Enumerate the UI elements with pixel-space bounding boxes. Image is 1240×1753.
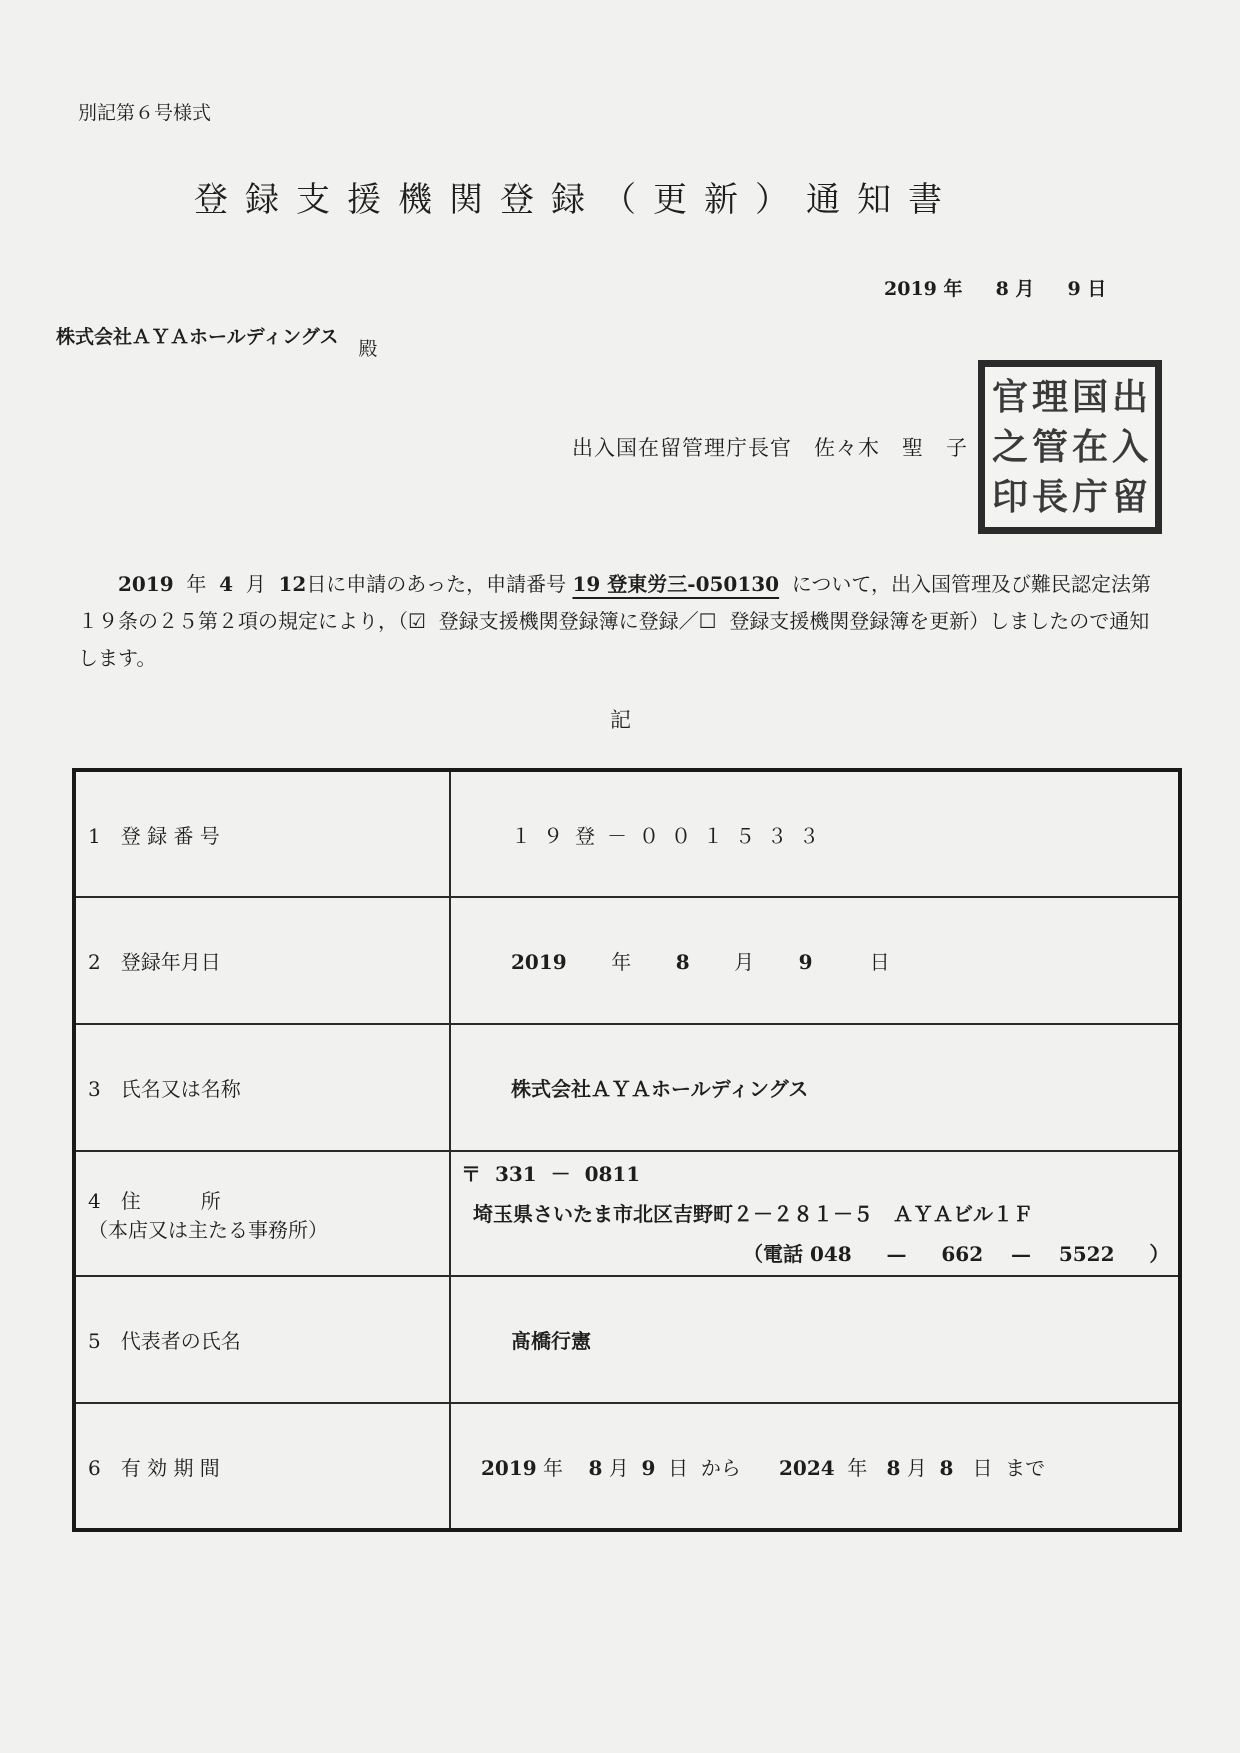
table-row — [74, 770, 1180, 897]
option-register: 登録支援機関登録簿に登録／ — [438, 609, 699, 633]
address-label: 4 住 所 — [88, 1188, 221, 1213]
reg-year-label: 年 — [611, 950, 632, 974]
issue-month: 8 月 — [995, 278, 1035, 300]
postal-part-2: 0811 — [584, 1161, 641, 1186]
seal-char: 留 — [1111, 476, 1148, 518]
issuer — [572, 432, 968, 462]
seal-char: 官 — [991, 376, 1028, 418]
document-title: 登録支援機関登録（更新）通知書 — [194, 180, 959, 220]
from-year: 2019 — [481, 1455, 537, 1480]
phone-part-3: 5522 — [1058, 1241, 1115, 1266]
checkbox-checked-icon: ☑ — [408, 609, 426, 633]
issue-day: 9 日 — [1067, 278, 1107, 300]
seal-char: 理 — [1031, 376, 1068, 418]
phone-part-1: 048 — [809, 1241, 852, 1266]
validity-label: 6 有 効 期 間 — [74, 1403, 450, 1530]
phone-dash: — — [1010, 1241, 1031, 1266]
application-month: 4 — [219, 572, 234, 596]
addressee-name: 株式会社ＡＹＡホールディングス — [56, 326, 339, 348]
issuer-title: 出入国在留管理庁長官 — [572, 436, 792, 460]
table-row — [74, 1151, 1180, 1276]
seal-char: 入 — [1111, 426, 1148, 468]
addressee — [56, 322, 378, 360]
phone-dash: — — [886, 1241, 907, 1266]
to-word: まで — [1005, 1455, 1046, 1480]
to-month-label: 月 — [906, 1455, 927, 1480]
issue-date — [884, 274, 1106, 301]
from-word: から — [700, 1455, 741, 1480]
seal-char: 国 — [1071, 376, 1108, 418]
application-day: 12 — [278, 572, 307, 596]
from-day: 9 — [641, 1455, 656, 1480]
address-value-cell — [450, 1151, 1180, 1276]
checkbox-unchecked-icon: ☐ — [698, 609, 717, 633]
to-day-label: 日 — [972, 1455, 993, 1480]
postal-dash: － — [550, 1161, 571, 1186]
postal-part-1: 331 — [494, 1161, 537, 1186]
registration-date-value — [450, 897, 1180, 1024]
to-day: 8 — [939, 1455, 954, 1480]
address-value: 埼玉県さいたま市北区吉野町２－２８１－５ ＡＹＡビル１Ｆ — [473, 1201, 1033, 1226]
from-month-label: 月 — [608, 1455, 629, 1480]
seal-char: 在 — [1071, 426, 1108, 468]
reg-month: 8 — [675, 950, 690, 974]
phone-part-2: 662 — [941, 1241, 984, 1266]
address-sublabel: （本店又は主たる事務所） — [88, 1217, 328, 1242]
issue-year: 2019 年 — [884, 278, 963, 300]
option-renew: 登録支援機関登録簿を更新）しましたので通知します。 — [78, 609, 1150, 670]
official-seal — [978, 360, 1162, 534]
month-label: 月 — [245, 572, 266, 596]
reg-day-label: 日 — [869, 950, 890, 974]
representative-label: 5 代表者の氏名 — [74, 1276, 450, 1403]
application-number: 19 登東労三-050130 — [572, 572, 780, 596]
seal-char: 管 — [1031, 426, 1068, 468]
name-label: 3 氏名又は名称 — [74, 1024, 450, 1151]
phone-open: （電話 — [743, 1241, 803, 1266]
phone-close: ） — [1149, 1241, 1170, 1266]
ki-heading: 記 — [610, 708, 631, 732]
validity-value — [450, 1403, 1180, 1530]
table-row — [74, 1403, 1180, 1530]
table-row — [74, 1276, 1180, 1403]
from-year-label: 年 — [543, 1455, 564, 1480]
phone — [461, 1234, 1177, 1274]
postal-mark-icon: 〒 — [461, 1161, 481, 1186]
seal-char: 長 — [1031, 476, 1068, 518]
from-month: 8 — [588, 1455, 603, 1480]
representative-value: 髙橋行憲 — [450, 1276, 1180, 1403]
address-label-cell — [74, 1151, 450, 1276]
registration-date-label: 2 登録年月日 — [74, 897, 450, 1024]
postal-code — [461, 1154, 1177, 1194]
year-label: 年 — [186, 572, 207, 596]
table-row — [74, 897, 1180, 1024]
table-row — [74, 1024, 1180, 1151]
application-year: 2019 — [118, 572, 174, 596]
to-month: 8 — [886, 1455, 901, 1480]
notice-body — [78, 566, 1168, 677]
seal-char: 印 — [991, 476, 1028, 518]
name-value: 株式会社ＡＹＡホールディングス — [450, 1024, 1180, 1151]
reg-day: 9 — [798, 950, 813, 974]
to-year-label: 年 — [847, 1455, 868, 1480]
reg-year: 2019 — [511, 950, 567, 974]
reg-month-label: 月 — [734, 950, 755, 974]
registration-number-value: １９登－００１５３３ — [511, 823, 831, 848]
form-code: 別記第６号様式 — [78, 102, 212, 124]
registration-number-label: 1 登 録 番 号 — [74, 770, 450, 897]
issuer-name: 佐々木 聖 子 — [814, 436, 968, 460]
addressee-honorific: 殿 — [358, 338, 378, 360]
seal-char: 庁 — [1071, 476, 1108, 518]
to-year: 2024 — [778, 1455, 835, 1480]
seal-char: 出 — [1111, 376, 1148, 418]
registration-details-table — [72, 768, 1182, 1532]
body-text-1: 日に申請のあった，申請番号 — [306, 572, 567, 596]
body-text-2: について，出入国管理及び難民認定法第１９条の２５第２項の規定により，（ — [78, 572, 1151, 633]
seal-char: 之 — [991, 426, 1028, 468]
from-day-label: 日 — [668, 1455, 689, 1480]
